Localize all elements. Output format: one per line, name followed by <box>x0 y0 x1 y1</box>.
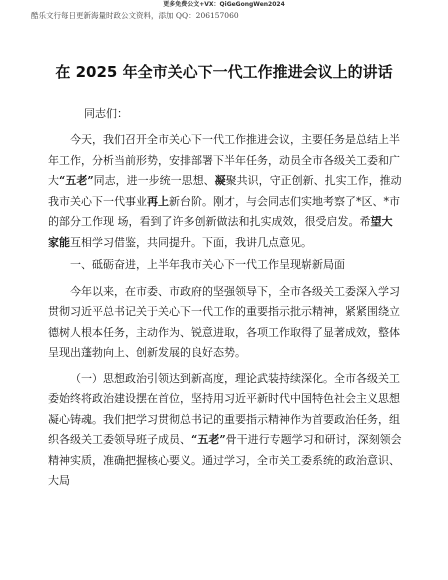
section-1-heading: 一、砥砺奋进，上半年我市关心下一代工作呈现崭新局面 <box>70 258 345 271</box>
intro-paragraph <box>48 130 402 253</box>
intro-wulao: “五老” <box>59 174 94 187</box>
subsection-1-paragraph <box>48 369 402 492</box>
subsection-1-text-1: （一）思想政治引领达到新高度，理论武装持续深化。全市各级关工委始终将政治建设摆在首位，坚持用习近平新时代中国特色社会主义思想凝心铸魂。我们把学习贯彻总书记的重要指示精神作为首要政治任务，组织各级关工委领导班子成员、 <box>48 371 400 446</box>
subsection-1-text-2: 骨干进行专题学习和研讨，深刻领会精神实质，准确把握核心要义。通过学习，全市关工委系统的政治意识、大局 <box>48 433 402 487</box>
intro-shang: 再上 <box>147 194 169 208</box>
intro-text-5: 互相学习借鉴，共同提升。下面，我讲几点意见。 <box>70 235 312 249</box>
intro-text-4: 新台阶。刚才，与会同志们实地考察了*区、*市的部分工作现 场，看到了许多创新做法和扎实成效，很受启发。希 <box>48 194 400 228</box>
section-1-paragraph: 今年以来，在市委、市政府的坚强领导下，全市各级关工委深入学习贯彻习近平总书记关于关心下一代工作的重要指示批示精神，紧紧围绕立德树人根本任务，主动作为、锐意进取，各项工作取得了显著成效，整体呈现出蓬勃向上、创新发展的良好态势。 <box>48 284 400 359</box>
subsection-1-wulao: “五老” <box>191 433 226 446</box>
header-note: 酷乐文行每日更新海量时政公文资料，添加 QQ：206157060 <box>31 11 239 20</box>
intro-text-3: 聚共识，守正创新、扎实工作，推动我市关心下一代事业 <box>48 174 402 208</box>
intro-text-1: 今天，我们召开全市关心下一代工作推进会议，主要任务是总结上半年工作，分析当前形势，安排部署下半年任务，动员全市各级关工委和广大 <box>48 133 400 187</box>
greeting: 同志们： <box>84 107 128 120</box>
top-note: 更多免费公文+VX：QiGeGongWen2024 <box>163 1 285 8</box>
intro-text-2: 同志，进一步统一思想、 <box>93 174 215 187</box>
intro-ning: 凝 <box>214 174 226 187</box>
intro-wang: 望大家能 <box>48 215 393 249</box>
document-body <box>48 104 402 492</box>
document-title: 在 2025 年全市关心下一代工作推进会议上的讲话 <box>55 63 393 81</box>
